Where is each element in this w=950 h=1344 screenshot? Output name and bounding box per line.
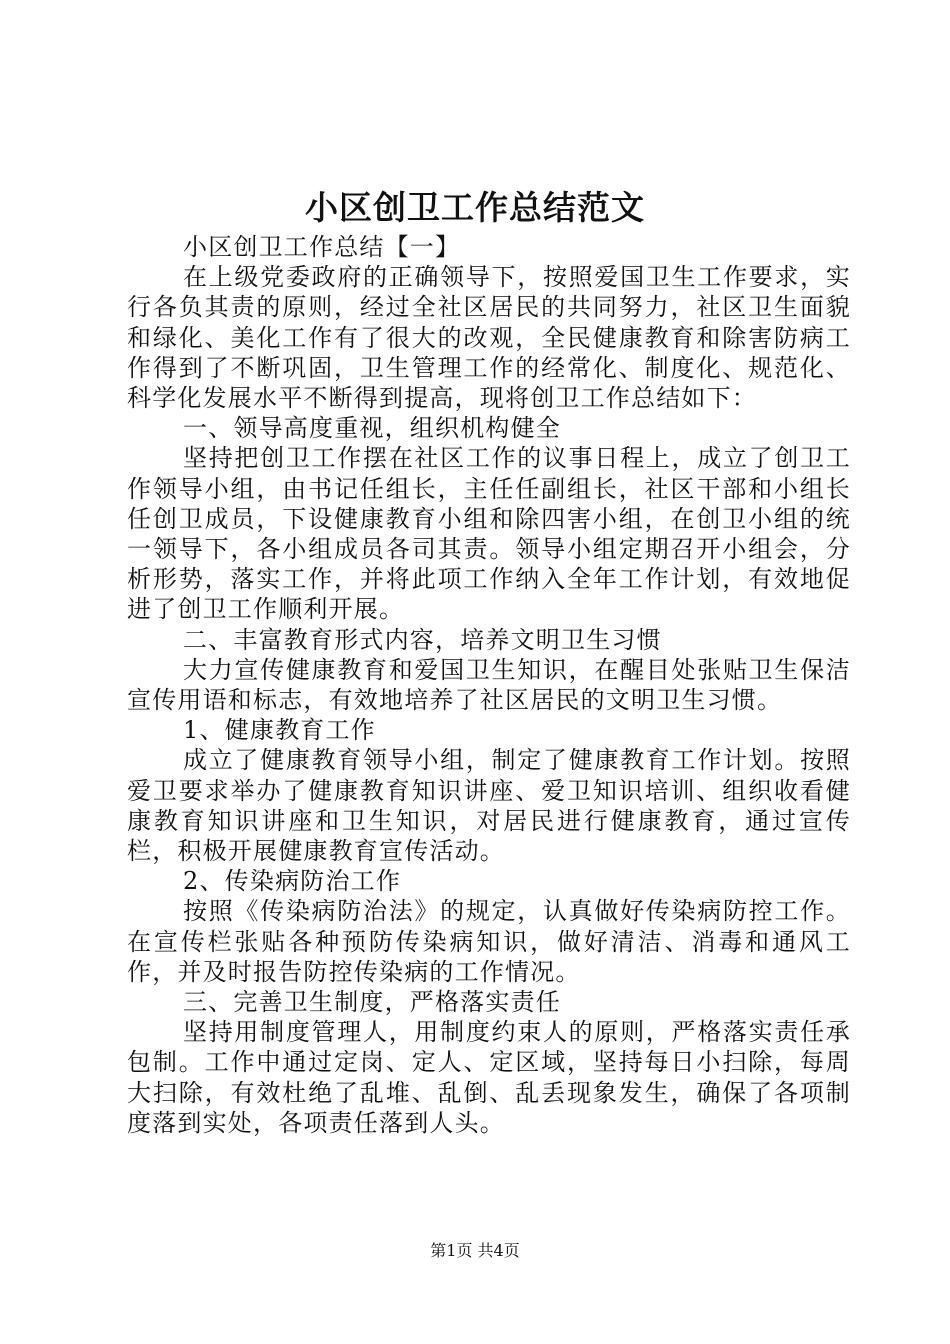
- section-heading: 三、完善卫生制度，严格落实责任: [183, 988, 561, 1017]
- body-paragraph: 坚持用制度管理人，用制度约束人的原则，严格落实责任承包制。工作中通过定岗、定人、定区域，坚持每日小扫除，每周大扫除，有效杜绝了乱堆、乱倒、乱丢现象发生，确保了各项制度落到实处，各项责任落到人头。: [127, 1018, 851, 1137]
- page-footer: 第1页 共4页: [430, 1241, 520, 1260]
- section-heading: 二、丰富教育形式内容，培养文明卫生习惯: [183, 625, 662, 654]
- body-paragraph: 在上级党委政府的正确领导下，按照爱国卫生工作要求，实行各负其责的原则，经过全社区居民的共同努力，社区卫生面貌和绿化、美化工作有了很大的改观，全民健康教育和除害防病工作得到了不断巩固，卫生管理工作的经常化、制度化、规范化、科学化发展水平不断得到提高，现将创卫工作总结如下：: [127, 263, 851, 413]
- document-title: 小区创卫工作总结范文: [305, 188, 645, 227]
- subsection-heading: 2、传染病防治工作: [183, 867, 402, 896]
- subsection-heading: 1、健康教育工作: [183, 716, 376, 745]
- body-paragraph: 坚持把创卫工作摆在社区工作的议事日程上，成立了创卫工作领导小组，由书记任组长，主任任副组长，社区干部和小组长任创卫成员，下设健康教育小组和除四害小组，在创卫小组的统一领导下，各小组成员各司其责。领导小组定期召开小组会，分析形势，落实工作，并将此项工作纳入全年工作计划，有效地促进了创卫工作顺利开展。: [127, 444, 851, 624]
- document-body: [127, 232, 851, 1138]
- body-paragraph: 按照《传染病防治法》的规定，认真做好传染病防控工作。在宣传栏张贴各种预防传染病知识，做好清洁、消毒和通风工作，并及时报告防控传染病的工作情况。: [127, 897, 851, 986]
- section-heading: 一、领导高度重视，组织机构健全: [183, 414, 561, 443]
- body-paragraph: 大力宣传健康教育和爱国卫生知识，在醒目处张贴卫生保洁宣传用语和标志，有效地培养了社区居民的文明卫生习惯。: [127, 655, 851, 715]
- body-paragraph: 成立了健康教育领导小组，制定了健康教育工作计划。按照爱卫要求举办了健康教育知识讲座、爱卫知识培训、组织收看健康教育知识讲座和卫生知识，对居民进行健康教育，通过宣传栏，积极开展健康教育宣传活动。: [127, 746, 851, 866]
- section-heading: 小区创卫工作总结【一】: [183, 233, 461, 261]
